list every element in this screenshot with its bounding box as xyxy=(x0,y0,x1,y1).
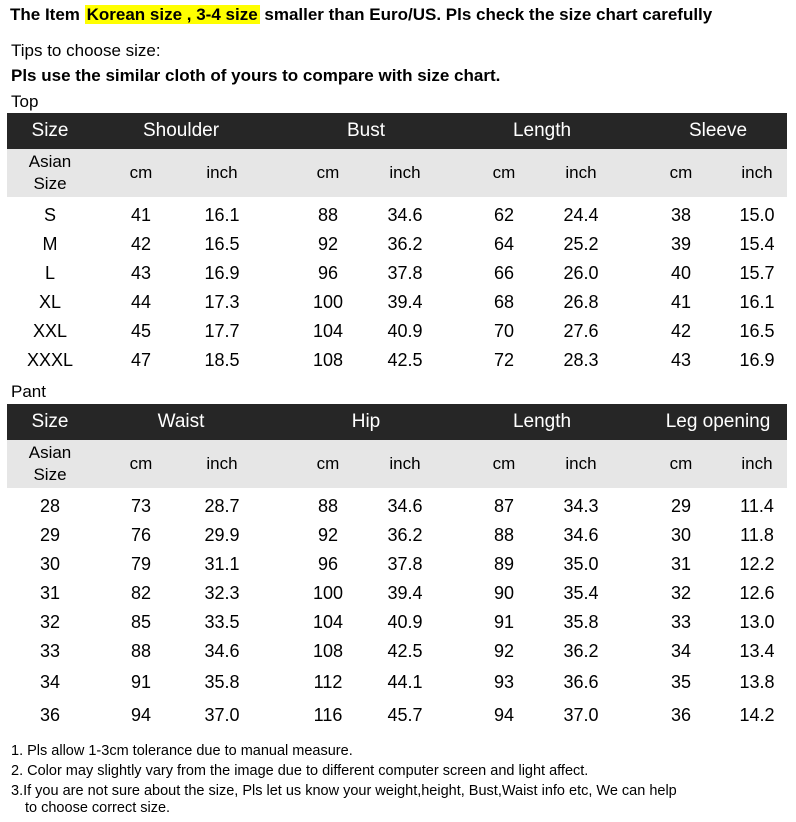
pant-value-cell: 30 xyxy=(670,525,692,545)
pant-value-cell: 34.3 xyxy=(563,496,599,516)
top-value-cell: 16.9 xyxy=(739,350,775,370)
pant-value-cell: 35 xyxy=(670,672,692,692)
pant-value-cell: 36.2 xyxy=(563,641,599,661)
pant-size-cell: 28 xyxy=(39,496,61,516)
top-value-cell: 16.5 xyxy=(739,321,775,341)
pant-value-cell: 92 xyxy=(493,641,515,661)
note-2: 2. Color may slightly vary from the image due to different computer screen and light affect. xyxy=(11,763,589,779)
top-value-cell: 47 xyxy=(130,350,152,370)
top-value-cell: 17.7 xyxy=(204,321,240,341)
top-value-cell: 41 xyxy=(130,205,152,225)
pant-table-row xyxy=(7,579,787,608)
pant-unit-cell: cm xyxy=(316,454,340,473)
pant-value-cell: 14.2 xyxy=(739,705,775,725)
top-value-cell: 26.8 xyxy=(563,292,599,312)
top-value-cell: 16.5 xyxy=(204,234,240,254)
pant-value-cell: 45.7 xyxy=(387,705,423,725)
top-value-cell: 72 xyxy=(493,350,515,370)
top-value-cell: 25.2 xyxy=(563,234,599,254)
pant-size-cell: 34 xyxy=(39,672,61,692)
top-value-cell: 16.9 xyxy=(204,263,240,283)
pant-section-label: Pant xyxy=(11,382,46,401)
headline-highlight: Korean size , 3-4 size xyxy=(86,5,258,24)
pant-value-cell: 94 xyxy=(130,705,152,725)
headline-prefix: The Item xyxy=(10,5,85,24)
pant-header-cell: Length xyxy=(512,411,572,432)
pant-header-cell: Size xyxy=(31,411,69,432)
top-value-cell: 18.5 xyxy=(204,350,240,370)
pant-value-cell: 96 xyxy=(317,554,339,574)
pant-value-cell: 36.6 xyxy=(563,672,599,692)
pant-value-cell: 90 xyxy=(493,583,515,603)
top-unit-cell: cm xyxy=(669,163,693,182)
pant-unit-cell: cm xyxy=(129,454,153,473)
pant-value-cell: 34.6 xyxy=(387,496,423,516)
pant-value-cell: 116 xyxy=(313,705,343,725)
pant-value-cell: 34.6 xyxy=(563,525,599,545)
pant-unit-cell: inch xyxy=(389,454,421,473)
top-unit-cell: cm xyxy=(316,163,340,182)
pant-value-cell: 33.5 xyxy=(204,612,240,632)
top-value-cell: 15.0 xyxy=(739,205,775,225)
pant-value-cell: 91 xyxy=(130,672,152,692)
pant-value-cell: 37.0 xyxy=(563,705,599,725)
top-asian-size-label xyxy=(29,151,72,195)
pant-value-cell: 73 xyxy=(130,496,152,516)
top-value-cell: 92 xyxy=(317,234,339,254)
top-value-cell: 42.5 xyxy=(387,350,423,370)
pant-value-cell: 100 xyxy=(312,583,344,603)
pant-size-cell: 29 xyxy=(39,525,61,545)
top-table-row xyxy=(7,259,787,288)
size-label: Size xyxy=(33,174,67,193)
top-size-table xyxy=(7,113,787,375)
top-value-cell: 100 xyxy=(312,292,344,312)
pant-table-row xyxy=(7,666,787,698)
top-size-cell: XXXL xyxy=(26,350,74,370)
top-value-cell: 15.7 xyxy=(739,263,775,283)
pant-size-cell: 33 xyxy=(39,641,61,661)
top-value-cell: 68 xyxy=(493,292,515,312)
tips-instruction: Pls use the similar cloth of yours to compare with size chart. xyxy=(11,66,501,85)
pant-value-cell: 76 xyxy=(130,525,152,545)
pant-value-cell: 88 xyxy=(130,641,152,661)
note-1: 1. Pls allow 1-3cm tolerance due to manual measure. xyxy=(11,743,353,759)
pant-value-cell: 40.9 xyxy=(387,612,423,632)
pant-table-row xyxy=(7,521,787,550)
pant-header-cell: Leg opening xyxy=(665,411,771,432)
pant-value-cell: 11.8 xyxy=(740,525,774,545)
pant-size-cell: 32 xyxy=(39,612,61,632)
pant-size-cell: 30 xyxy=(39,554,61,574)
notes xyxy=(11,741,677,815)
pant-unit-cell: inch xyxy=(206,454,238,473)
top-value-cell: 15.4 xyxy=(739,234,775,254)
top-value-cell: 17.3 xyxy=(204,292,240,312)
pant-value-cell: 31.1 xyxy=(204,554,240,574)
pant-value-cell: 79 xyxy=(130,554,152,574)
top-table-row xyxy=(7,346,787,375)
pant-table-row xyxy=(7,698,787,732)
asian-label: Asian xyxy=(28,443,72,462)
top-value-cell: 62 xyxy=(493,205,515,225)
pant-value-cell: 89 xyxy=(493,554,515,574)
top-value-cell: 28.3 xyxy=(563,350,599,370)
pant-value-cell: 34.6 xyxy=(204,641,240,661)
top-header-row xyxy=(7,113,787,149)
pant-value-cell: 108 xyxy=(312,641,344,661)
pant-value-cell: 37.0 xyxy=(204,705,240,725)
pant-value-cell: 29 xyxy=(670,496,692,516)
pant-unit-cell: cm xyxy=(492,454,516,473)
pant-value-cell: 12.6 xyxy=(739,583,775,603)
top-unit-cell: inch xyxy=(565,163,597,182)
top-value-cell: 66 xyxy=(493,263,515,283)
top-header-cell: Length xyxy=(512,120,572,141)
headline xyxy=(10,4,712,26)
top-value-cell: 36.2 xyxy=(387,234,423,254)
top-table-row xyxy=(7,288,787,317)
top-value-cell: 42 xyxy=(670,321,692,341)
top-value-cell: 41 xyxy=(670,292,692,312)
top-size-cell: XL xyxy=(38,292,62,312)
pant-value-cell: 11.4 xyxy=(740,496,774,516)
pant-unit-cell: cm xyxy=(669,454,693,473)
pant-size-cell: 36 xyxy=(39,705,61,725)
top-value-cell: 42 xyxy=(130,234,152,254)
pant-value-cell: 87 xyxy=(493,496,515,516)
top-unit-row xyxy=(7,149,787,197)
pant-value-cell: 32 xyxy=(670,583,692,603)
pant-value-cell: 34 xyxy=(670,641,692,661)
asian-label: Asian xyxy=(28,152,72,171)
top-value-cell: 16.1 xyxy=(739,292,775,312)
top-value-cell: 39.4 xyxy=(387,292,423,312)
pant-value-cell: 91 xyxy=(493,612,515,632)
tips-label: Tips to choose size: xyxy=(11,41,161,60)
pant-value-cell: 35.8 xyxy=(204,672,240,692)
top-header-cell: Shoulder xyxy=(142,120,220,141)
pant-header-cell: Hip xyxy=(351,411,381,432)
pant-table-row xyxy=(7,550,787,579)
top-header-cell: Sleeve xyxy=(688,120,748,141)
top-value-cell: 38 xyxy=(670,205,692,225)
top-value-cell: 43 xyxy=(670,350,692,370)
top-header-cell: Size xyxy=(31,120,69,141)
pant-asian-size-label xyxy=(29,442,72,486)
note-3-continued: to choose correct size. xyxy=(25,800,171,816)
pant-value-cell: 94 xyxy=(493,705,515,725)
top-table-row xyxy=(7,230,787,259)
pant-value-cell: 33 xyxy=(670,612,692,632)
pant-value-cell: 36 xyxy=(670,705,692,725)
top-value-cell: 104 xyxy=(312,321,344,341)
top-unit-cell: inch xyxy=(206,163,238,182)
top-section-label: Top xyxy=(11,92,39,111)
top-unit-cell: inch xyxy=(389,163,421,182)
pant-value-cell: 93 xyxy=(493,672,515,692)
pant-header-row xyxy=(7,404,787,440)
pant-value-cell: 44.1 xyxy=(387,672,423,692)
top-value-cell: 27.6 xyxy=(563,321,599,341)
pant-value-cell: 104 xyxy=(312,612,344,632)
top-value-cell: 37.8 xyxy=(387,263,423,283)
pant-value-cell: 112 xyxy=(313,672,343,692)
top-unit-cell: inch xyxy=(741,163,773,182)
top-value-cell: 44 xyxy=(130,292,152,312)
pant-table-row xyxy=(7,608,787,637)
top-value-cell: 108 xyxy=(312,350,344,370)
pant-size-cell: 31 xyxy=(39,583,61,603)
top-value-cell: 64 xyxy=(493,234,515,254)
top-table-row xyxy=(7,201,787,230)
top-value-cell: 45 xyxy=(130,321,152,341)
pant-value-cell: 88 xyxy=(493,525,515,545)
pant-value-cell: 35.4 xyxy=(563,583,599,603)
top-size-cell: M xyxy=(42,234,58,254)
top-value-cell: 34.6 xyxy=(387,205,423,225)
pant-value-cell: 13.4 xyxy=(739,641,775,661)
pant-value-cell: 35.8 xyxy=(563,612,599,632)
pant-size-table xyxy=(7,404,787,732)
top-value-cell: 39 xyxy=(670,234,692,254)
pant-value-cell: 42.5 xyxy=(387,641,423,661)
top-value-cell: 43 xyxy=(130,263,152,283)
top-header-cell: Bust xyxy=(346,120,386,141)
pant-value-cell: 35.0 xyxy=(563,554,599,574)
pant-value-cell: 36.2 xyxy=(387,525,423,545)
pant-table-row xyxy=(7,492,787,521)
pant-value-cell: 37.8 xyxy=(387,554,423,574)
pant-value-cell: 12.2 xyxy=(739,554,775,574)
headline-suffix: smaller than Euro/US. Pls check the size chart carefully xyxy=(259,5,713,24)
top-value-cell: 24.4 xyxy=(563,205,599,225)
top-value-cell: 26.0 xyxy=(563,263,599,283)
top-value-cell: 40 xyxy=(670,263,692,283)
pant-value-cell: 88 xyxy=(317,496,339,516)
top-unit-cell: cm xyxy=(492,163,516,182)
pant-value-cell: 28.7 xyxy=(204,496,240,516)
pant-value-cell: 82 xyxy=(130,583,152,603)
note-3: 3.If you are not sure about the size, Pls let us know your weight,height, Bust,Waist info etc, We can help xyxy=(11,783,677,799)
pant-unit-cell: inch xyxy=(565,454,597,473)
pant-unit-cell: inch xyxy=(741,454,773,473)
top-value-cell: 70 xyxy=(493,321,515,341)
pant-value-cell: 13.0 xyxy=(739,612,775,632)
pant-value-cell: 13.8 xyxy=(739,672,775,692)
pant-value-cell: 32.3 xyxy=(204,583,240,603)
pant-value-cell: 29.9 xyxy=(204,525,240,545)
pant-unit-row xyxy=(7,440,787,488)
pant-value-cell: 31 xyxy=(670,554,692,574)
pant-header-cell: Waist xyxy=(157,411,205,432)
top-value-cell: 96 xyxy=(317,263,339,283)
top-table-row xyxy=(7,317,787,346)
top-size-cell: XXL xyxy=(32,321,68,341)
size-label: Size xyxy=(33,465,67,484)
pant-value-cell: 85 xyxy=(130,612,152,632)
top-unit-cell: cm xyxy=(129,163,153,182)
pant-value-cell: 92 xyxy=(317,525,339,545)
top-value-cell: 40.9 xyxy=(387,321,423,341)
pant-value-cell: 39.4 xyxy=(387,583,423,603)
top-size-cell: L xyxy=(44,263,56,283)
pant-table-row xyxy=(7,637,787,666)
top-size-cell: S xyxy=(43,205,57,225)
top-value-cell: 88 xyxy=(317,205,339,225)
top-value-cell: 16.1 xyxy=(204,205,240,225)
